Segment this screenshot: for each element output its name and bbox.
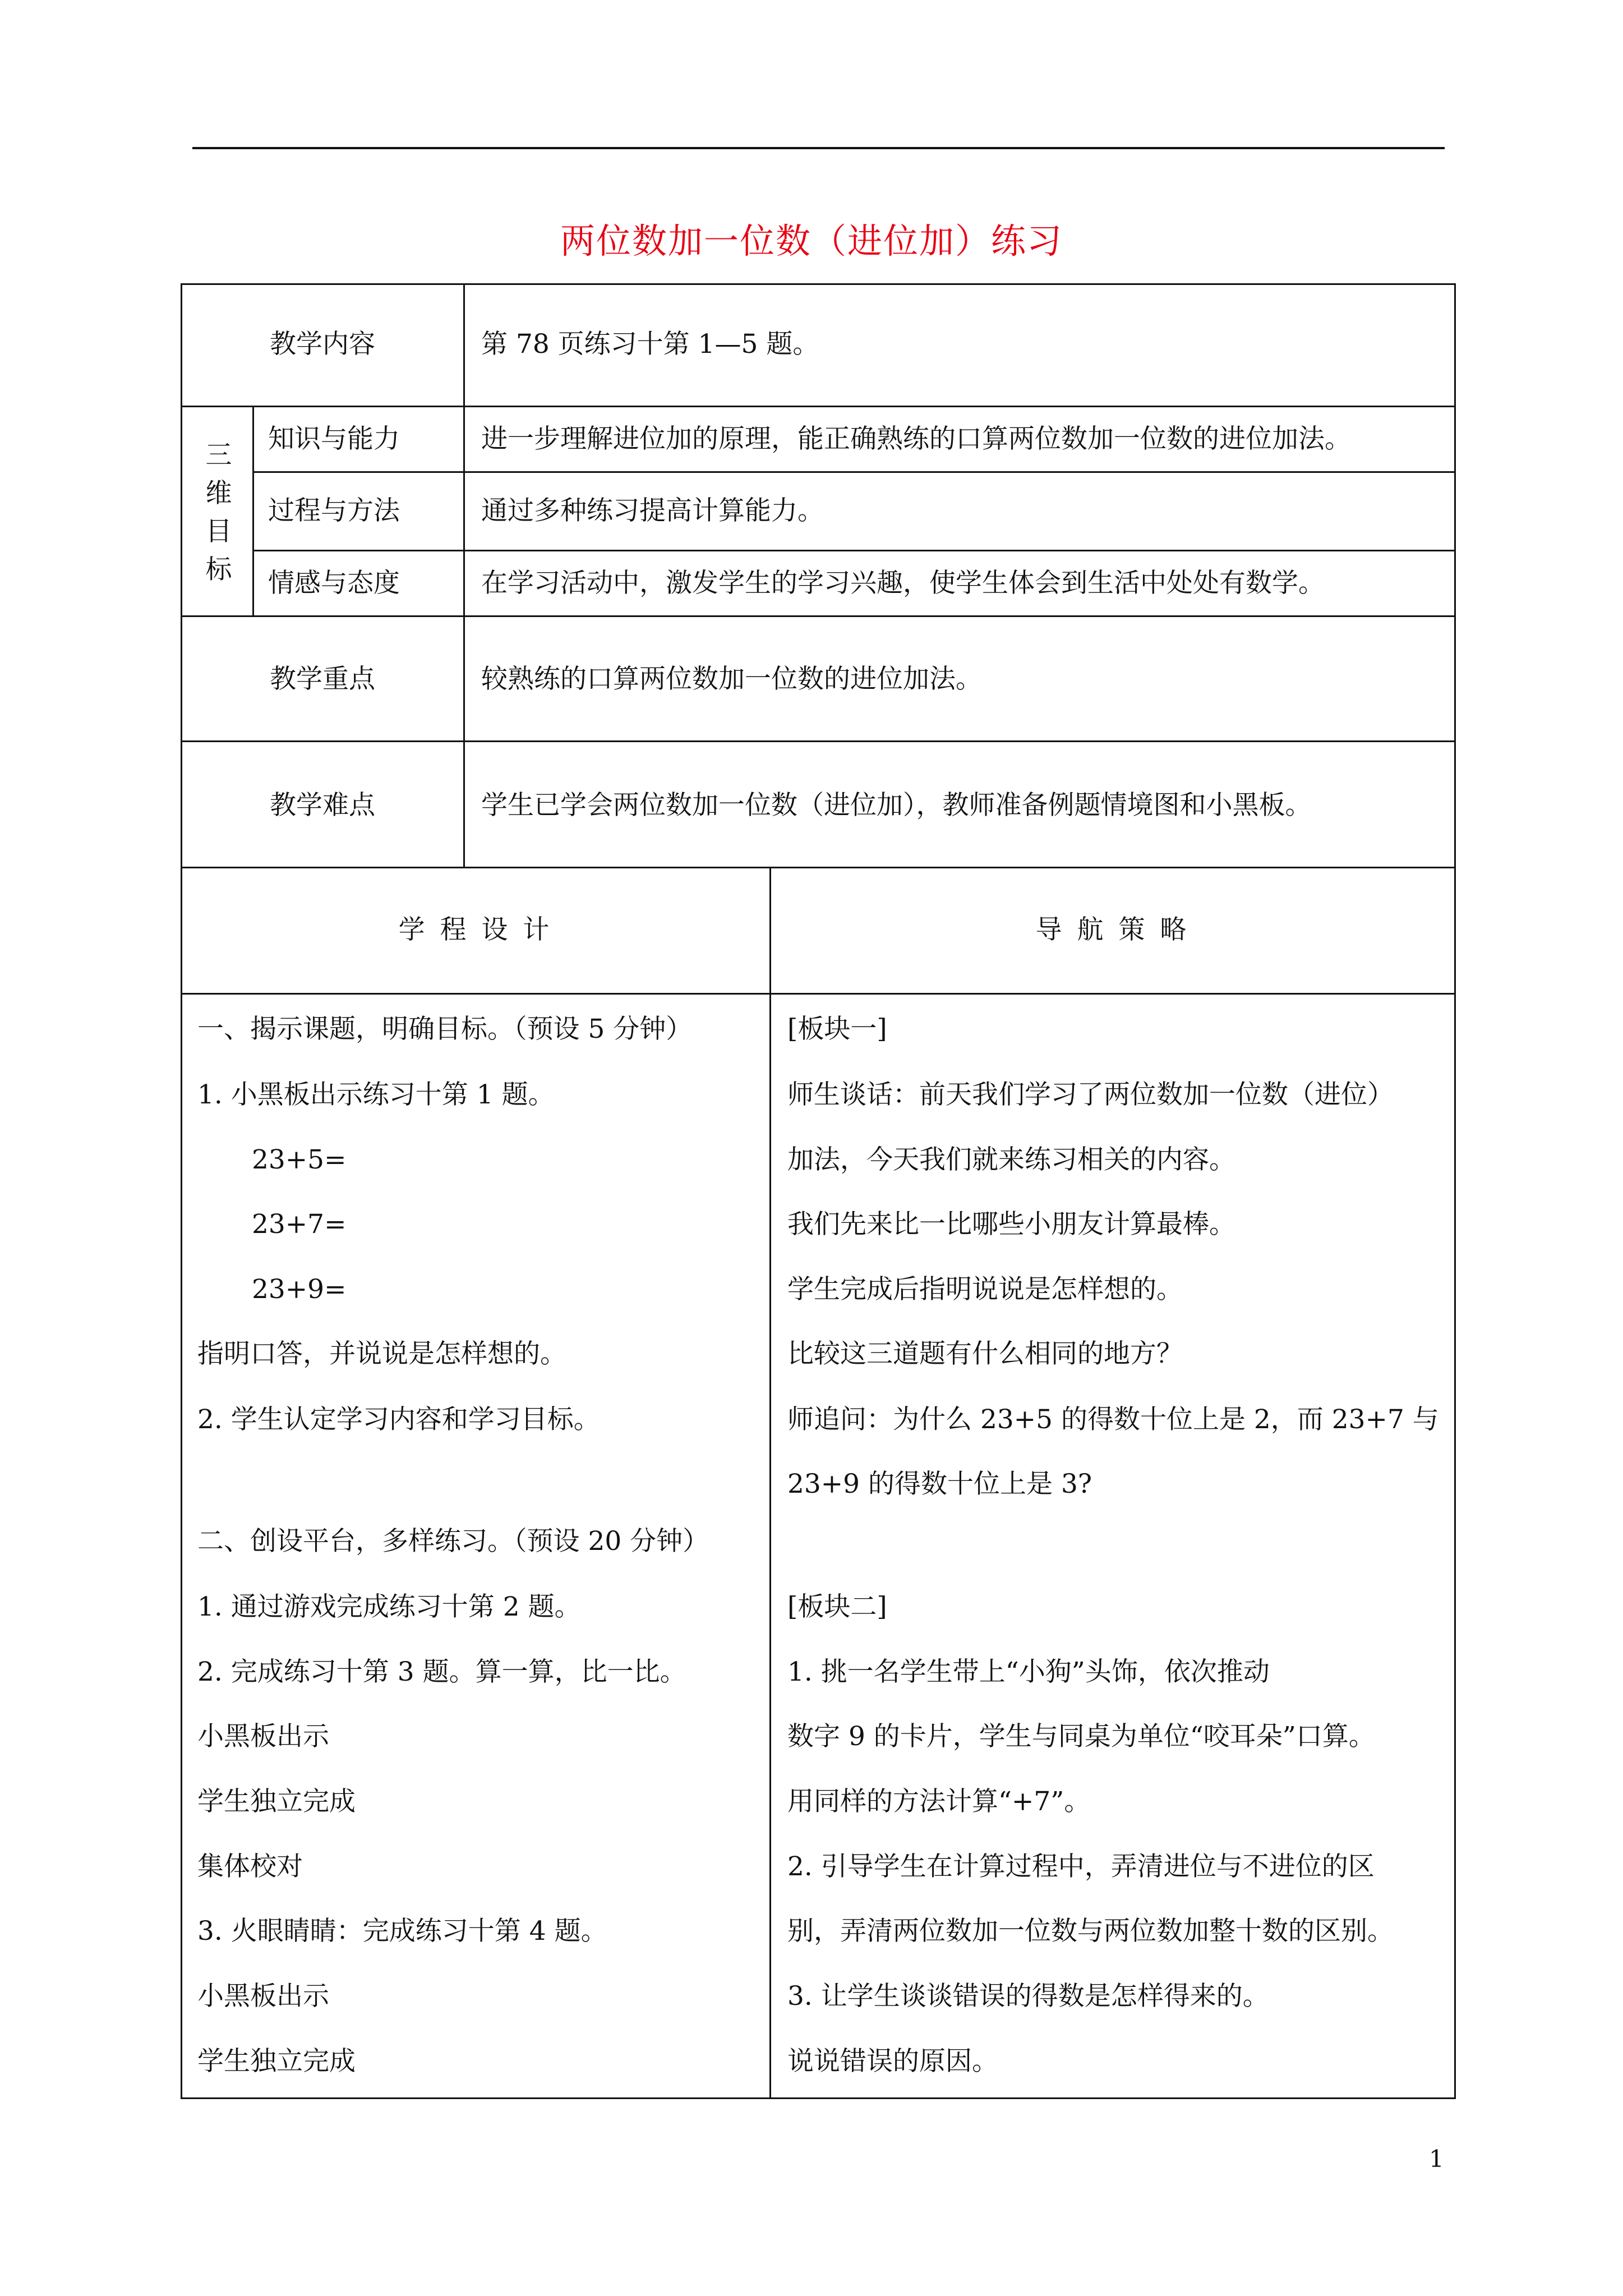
left-line: 学生独立完成 <box>197 1786 356 1817</box>
table-border-right <box>1454 283 1456 2099</box>
table-rule <box>181 867 1456 868</box>
left-line: 2. 学生认定学习内容和学习目标。 <box>197 1404 600 1435</box>
table-rule <box>181 615 1456 617</box>
table-rule <box>252 550 1456 551</box>
right-line: [板块二] <box>787 1591 887 1622</box>
left-line: 1. 通过游戏完成练习十第 2 题。 <box>197 1591 581 1622</box>
right-line: 别，弄清两位数加一位数与两位数加整十数的区别。 <box>787 1916 1394 1947</box>
right-line: 师生谈话：前天我们学习了两位数加一位数（进位） <box>787 1079 1394 1110</box>
right-line: 学生完成后指明说说是怎样想的。 <box>787 1274 1183 1305</box>
column-header-learning-design: 学 程 设 计 <box>398 914 553 945</box>
left-line: 小黑板出示 <box>197 1721 329 1752</box>
right-line: 师追问：为什么 23+5 的得数十位上是 2，而 23+7 与 <box>787 1404 1439 1435</box>
right-line: 比较这三道题有什么相同的地方？ <box>787 1338 1183 1369</box>
goal-process-label: 过程与方法 <box>268 495 400 526</box>
right-line: 1. 挑一名学生带上“小狗”头饰，依次推动 <box>787 1657 1270 1687</box>
table-rule <box>769 867 771 2099</box>
teaching-content-value: 第 78 页练习十第 1—5 题。 <box>481 329 819 360</box>
table-border-bottom <box>181 2097 1456 2099</box>
column-header-guidance-strategy: 导 航 策 略 <box>1035 914 1190 945</box>
teaching-content-label: 教学内容 <box>270 329 375 360</box>
table-border-left <box>181 283 182 2099</box>
table-rule <box>252 406 254 617</box>
left-line: 学生独立完成 <box>197 2046 356 2077</box>
right-line: [板块一] <box>787 1014 887 1045</box>
left-line: 23+9= <box>252 1274 347 1305</box>
right-line: 2. 引导学生在计算过程中，弄清进位与不进位的区 <box>787 1851 1375 1882</box>
goal-attitude-value: 在学习活动中，激发学生的学习兴趣，使学生体会到生活中处处有数学。 <box>481 568 1325 599</box>
goal-attitude-label: 情感与态度 <box>268 568 400 599</box>
document-title: 两位数加一位数（进位加）练习 <box>560 220 1063 261</box>
left-line: 指明口答，并说说是怎样想的。 <box>197 1338 566 1369</box>
left-line: 2. 完成练习十第 3 题。算一算，比一比。 <box>197 1657 686 1687</box>
table-rule <box>463 283 465 868</box>
left-line: 二、创设平台，多样练习。（预设 20 分钟） <box>197 1526 709 1557</box>
right-line: 我们先来比一比哪些小朋友计算最棒。 <box>787 1209 1235 1240</box>
table-rule <box>181 740 1456 742</box>
goal-process-value: 通过多种练习提高计算能力。 <box>481 495 824 526</box>
key-point-label: 教学重点 <box>270 664 375 694</box>
left-line: 23+7= <box>252 1209 347 1240</box>
left-line: 一、揭示课题，明确目标。（预设 5 分钟） <box>197 1014 693 1045</box>
left-line: 1. 小黑板出示练习十第 1 题。 <box>197 1079 555 1110</box>
three-dimension-goals-label: 三 维 目 标 <box>205 440 232 585</box>
left-line: 3. 火眼睛睛：完成练习十第 4 题。 <box>197 1916 607 1947</box>
table-rule <box>252 471 1456 473</box>
goal-knowledge-label: 知识与能力 <box>268 424 400 454</box>
left-line: 小黑板出示 <box>197 1981 329 2012</box>
table-rule <box>181 406 1456 407</box>
goal-knowledge-value: 进一步理解进位加的原理，能正确熟练的口算两位数加一位数的进位加法。 <box>481 424 1351 454</box>
difficulty-label: 教学难点 <box>270 790 375 821</box>
right-line: 3. 让学生谈谈错误的得数是怎样得来的。 <box>787 1981 1269 2012</box>
right-line: 23+9 的得数十位上是 3? <box>787 1469 1092 1499</box>
left-line: 集体校对 <box>197 1851 303 1882</box>
left-line: 23+5= <box>252 1144 347 1175</box>
table-rule <box>181 993 1456 995</box>
right-line: 数字 9 的卡片，学生与同桌为单位“咬耳朵”口算。 <box>787 1721 1375 1752</box>
page-number: 1 <box>1429 2145 1444 2173</box>
table-border-top <box>181 283 1456 285</box>
right-line: 用同样的方法计算“+7”。 <box>787 1786 1091 1817</box>
key-point-value: 较熟练的口算两位数加一位数的进位加法。 <box>481 664 982 694</box>
header-rule <box>192 147 1445 149</box>
difficulty-value: 学生已学会两位数加一位数（进位加），教师准备例题情境图和小黑板。 <box>481 790 1312 821</box>
right-line: 加法，今天我们就来练习相关的内容。 <box>787 1144 1235 1175</box>
right-line: 说说错误的原因。 <box>787 2046 998 2077</box>
